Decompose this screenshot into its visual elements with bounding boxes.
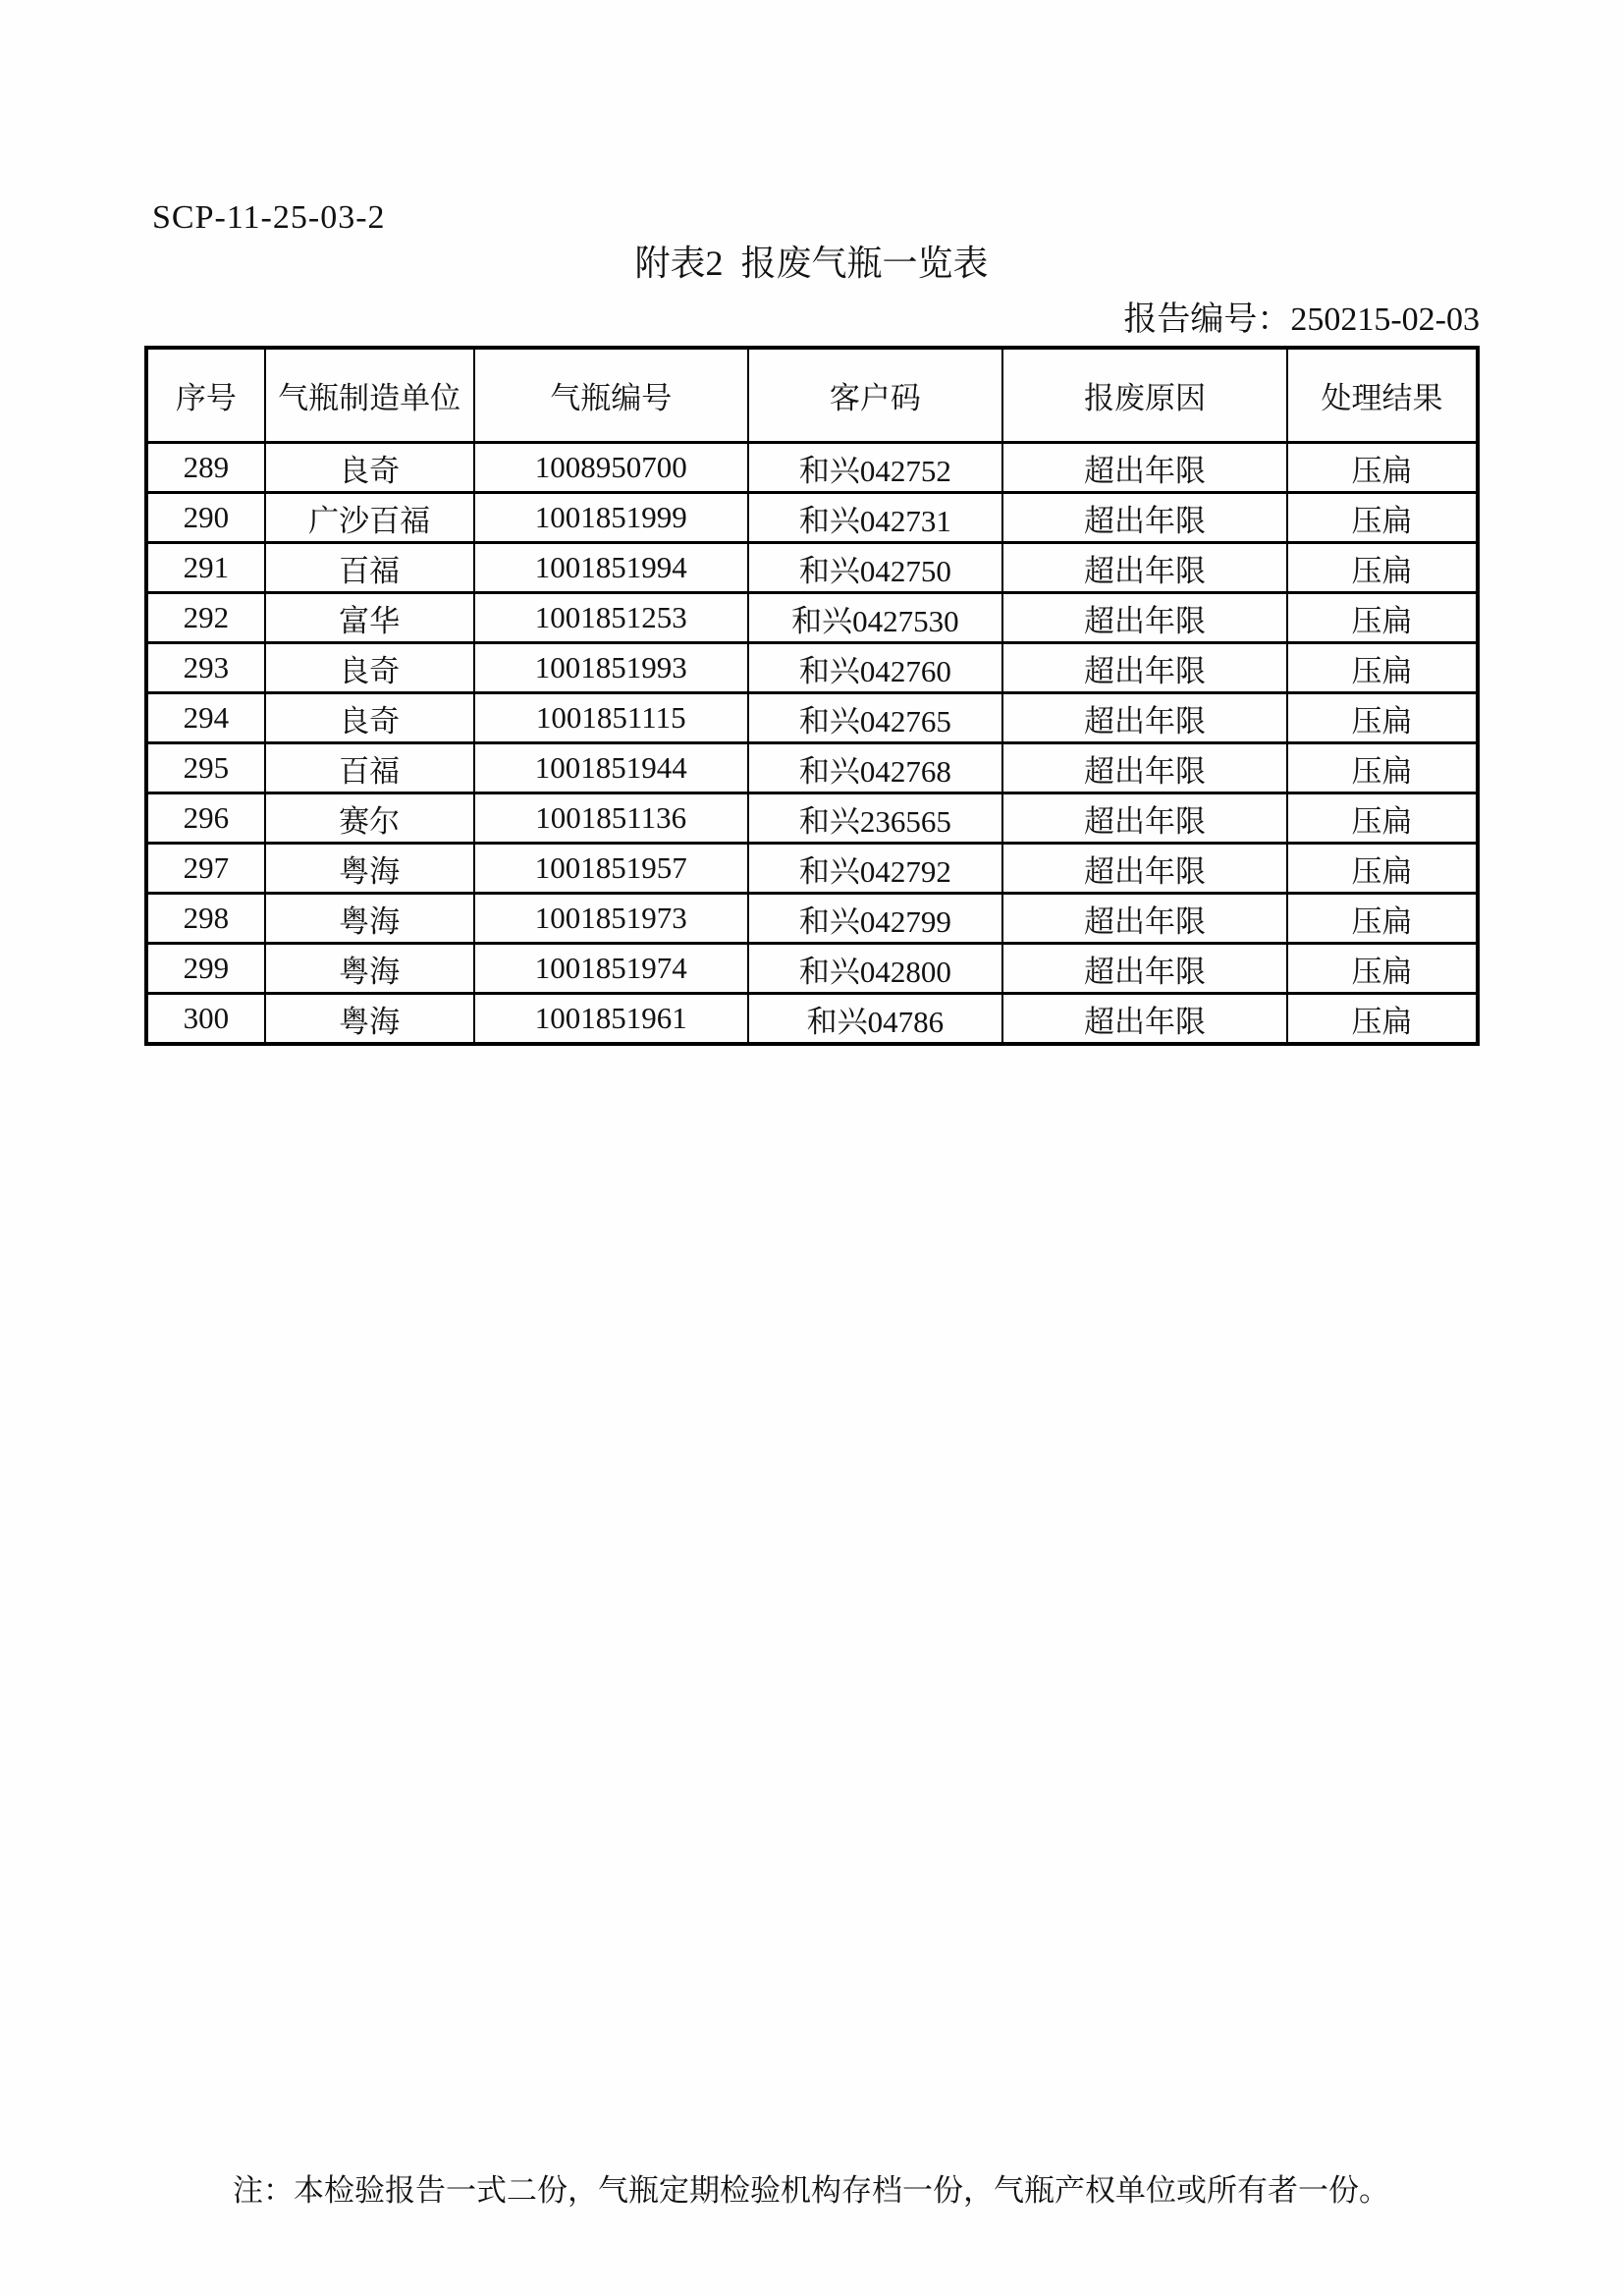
cell-scrap-reason: 超出年限 [1002,693,1287,743]
cell-customer-code: 和兴04786 [748,994,1002,1045]
cell-manufacturer: 良奇 [265,693,474,743]
table-row [146,844,1478,894]
cell-seq: 298 [146,894,265,944]
cell-disposal-result: 压扁 [1287,443,1478,493]
cell-cylinder-no: 1008950700 [474,443,748,493]
cell-cylinder-no: 1001851961 [474,994,748,1045]
cell-disposal-result: 压扁 [1287,944,1478,994]
header-customer-code: 客户码 [748,348,1002,443]
cell-cylinder-no: 1001851974 [474,944,748,994]
table-row [146,944,1478,994]
cell-disposal-result: 压扁 [1287,894,1478,944]
header-cylinder-no: 气瓶编号 [474,348,748,443]
scrap-cylinder-table-wrap [144,346,1480,1046]
table-header-row [146,348,1478,443]
cell-scrap-reason: 超出年限 [1002,443,1287,493]
cell-manufacturer: 良奇 [265,643,474,693]
cell-manufacturer: 粤海 [265,894,474,944]
report-number: 报告编号：250215-02-03 [1123,301,1480,338]
cell-cylinder-no: 1001851957 [474,844,748,894]
cell-manufacturer: 赛尔 [265,793,474,844]
cell-manufacturer: 粤海 [265,994,474,1045]
table-row [146,793,1478,844]
cell-disposal-result: 压扁 [1287,643,1478,693]
cell-cylinder-no: 1001851999 [474,493,748,543]
cell-scrap-reason: 超出年限 [1002,643,1287,693]
cell-disposal-result: 压扁 [1287,844,1478,894]
cell-seq: 297 [146,844,265,894]
cell-seq: 289 [146,443,265,493]
cell-manufacturer: 百福 [265,743,474,793]
cell-seq: 299 [146,944,265,994]
cell-disposal-result: 压扁 [1287,593,1478,643]
cell-manufacturer: 粤海 [265,844,474,894]
cell-cylinder-no: 1001851136 [474,793,748,844]
footer-note: 注：本检验报告一式二份，气瓶定期检验机构存档一份，气瓶产权单位或所有者一份。 [233,2173,1389,2208]
cell-seq: 294 [146,693,265,743]
cell-customer-code: 和兴042731 [748,493,1002,543]
table-body [146,443,1478,1045]
table-row [146,593,1478,643]
cell-scrap-reason: 超出年限 [1002,944,1287,994]
table-row [146,443,1478,493]
cell-disposal-result: 压扁 [1287,793,1478,844]
cell-customer-code: 和兴236565 [748,793,1002,844]
cell-manufacturer: 富华 [265,593,474,643]
cell-customer-code: 和兴042760 [748,643,1002,693]
scrap-cylinder-table [144,346,1480,1046]
cell-disposal-result: 压扁 [1287,493,1478,543]
cell-customer-code: 和兴042752 [748,443,1002,493]
cell-customer-code: 和兴042750 [748,543,1002,593]
cell-customer-code: 和兴042765 [748,693,1002,743]
cell-seq: 292 [146,593,265,643]
cell-customer-code: 和兴042800 [748,944,1002,994]
cell-manufacturer: 粤海 [265,944,474,994]
cell-customer-code: 和兴042792 [748,844,1002,894]
table-row [146,994,1478,1045]
cell-manufacturer: 广沙百福 [265,493,474,543]
cell-seq: 291 [146,543,265,593]
table-row [146,493,1478,543]
cell-scrap-reason: 超出年限 [1002,793,1287,844]
cell-disposal-result: 压扁 [1287,743,1478,793]
cell-cylinder-no: 1001851115 [474,693,748,743]
cell-scrap-reason: 超出年限 [1002,593,1287,643]
table-row [146,543,1478,593]
cell-scrap-reason: 超出年限 [1002,844,1287,894]
cell-disposal-result: 压扁 [1287,693,1478,743]
table-row [146,743,1478,793]
table-row [146,693,1478,743]
cell-cylinder-no: 1001851994 [474,543,748,593]
cell-customer-code: 和兴042768 [748,743,1002,793]
cell-seq: 296 [146,793,265,844]
cell-seq: 293 [146,643,265,693]
cell-disposal-result: 压扁 [1287,543,1478,593]
cell-scrap-reason: 超出年限 [1002,894,1287,944]
table-row [146,643,1478,693]
cell-seq: 290 [146,493,265,543]
cell-scrap-reason: 超出年限 [1002,493,1287,543]
cell-seq: 295 [146,743,265,793]
header-disposal-result: 处理结果 [1287,348,1478,443]
cell-scrap-reason: 超出年限 [1002,543,1287,593]
cell-manufacturer: 良奇 [265,443,474,493]
cell-cylinder-no: 1001851993 [474,643,748,693]
cell-scrap-reason: 超出年限 [1002,743,1287,793]
cell-cylinder-no: 1001851973 [474,894,748,944]
header-manufacturer: 气瓶制造单位 [265,348,474,443]
table-row [146,894,1478,944]
cell-customer-code: 和兴042799 [748,894,1002,944]
document-code: SCP-11-25-03-2 [152,199,386,236]
cell-disposal-result: 压扁 [1287,994,1478,1045]
page-title: 附表2 报废气瓶一览表 [634,244,989,283]
cell-seq: 300 [146,994,265,1045]
cell-customer-code: 和兴0427530 [748,593,1002,643]
cell-cylinder-no: 1001851253 [474,593,748,643]
header-scrap-reason: 报废原因 [1002,348,1287,443]
cell-scrap-reason: 超出年限 [1002,994,1287,1045]
cell-manufacturer: 百福 [265,543,474,593]
cell-cylinder-no: 1001851944 [474,743,748,793]
header-seq: 序号 [146,348,265,443]
